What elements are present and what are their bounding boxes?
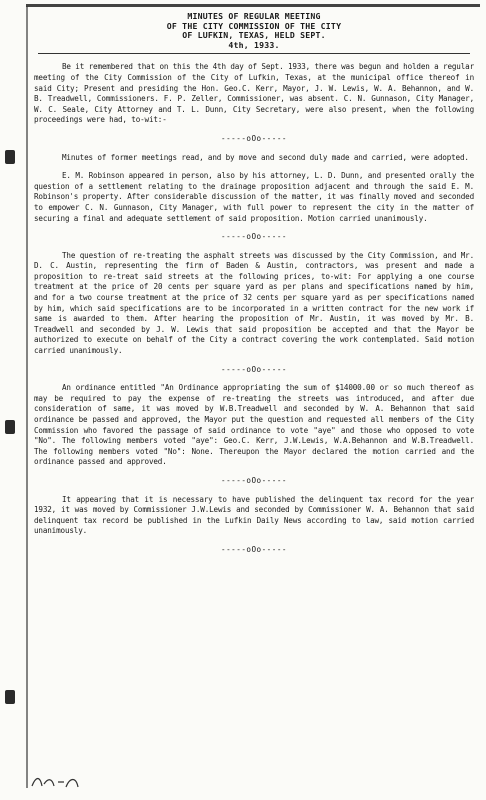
spacer: [34, 163, 474, 171]
punch-hole-mark: [5, 420, 15, 434]
top-border-line: [26, 4, 480, 7]
paragraph-delinquent-tax: It appearing that it is necessary to have published the delinquent tax record for the year 1932, it was moved by Commissioner J.W.Lewis and seconded by Commissioner W. A. Behannon that said delinquent tax record be published in the Lufkin Daily News according to law, said motion carried unanimously.: [34, 494, 474, 536]
paragraph-ordinance: An ordinance entitled "An Ordinance appropriating the sum of $14000.00 or so much thereof as may be required to pay the expense of re-treating the streets was introduced, and after due consideration of same, it was moved by W.B.Treadwell and seconded by W. A. Behannon that said ordinance be passed and approved, the Mayor put the question and requested all members of the City Commission who favored the passage of said ordinance to vote "aye" and those who opposed to vote "No". The following members voted "aye": Geo.C. Kerr, J.W.Lewis, W.A.Behannon and W.B.Treadwell. The following members voted "No": None. Thereupon the Mayor declared the motion carried and the ordinance passed and approved.: [34, 383, 474, 467]
paragraph-minutes-adopted: Minutes of former meetings read, and by move and second duly made and carried, were adopted.: [62, 152, 469, 162]
section-separator: -----oOo-----: [221, 544, 287, 554]
title-line-2: OF THE CITY COMMISSION OF THE CITY: [166, 20, 342, 31]
section-separator: -----oOo-----: [221, 364, 287, 374]
punch-hole-mark: [5, 150, 15, 164]
title-line-4: 4th, 1933.: [228, 39, 280, 50]
title-line-1: MINUTES OF REGULAR MEETING: [187, 11, 321, 21]
paragraph-opening: Be it remembered that on this the 4th day of Sept. 1933, there was begun and holden a regular meeting of the City Commission of the City of Lufkin, Texas, at the municipal office thereof in said City; Present and presiding the Hon. Geo.C. Kerr, Mayor, J. W. Lewis, W. A. Behannon, and W. B. Treadwell, Commissioners. F. P. Zeller, Commissioner, was absent. C. N. Gunnason, City Manager, W. C. Seale, City Attorney and T. L. Dunn, City Secretary, were also present, when the following proceedings were had, to-wit:-: [34, 62, 474, 125]
section-separator: -----oOo-----: [221, 232, 287, 242]
document-title: [34, 12, 474, 50]
paragraph-robinson-drainage: E. M. Robinson appeared in person, also by his attorney, L. D. Dunn, and presented orally the question of a settlement relating to the drainage proposition adjacent and through the said E. M. Robinson's property. After considerable discussion of the matter, it was finally moved and seconded to empower C. N. Gunnason, City Manager, with full power to represent the city in the matter of securing a final and adequate settlement of said proposition. Motion carried unanimously.: [34, 171, 474, 223]
left-margin-line: [26, 6, 28, 788]
punch-hole-mark: [5, 690, 15, 704]
paragraph-asphalt-streets: The question of re-treating the asphalt streets was discussed by the City Commission, and Mr. D. C. Austin, representing the firm of Baden & Austin, contractors, was present and made a proposition to re-treat said streets at the following prices, to-wit: For applying a one course treatment at the price of 20 cents per square yard as per plans and specifications named by him, and for a two course treatment at the price of 32 cents per square yard as per specifications named by him, which said specifications are to be incorporated in a written contract for the new work if same is awarded to them. After hearing the proposition of Mr. Austin, it was moved by Mr. B. Treadwell and seconded by J. W. Lewis that said proposition be accepted and that the Mayor be authorized to execute on behalf of the City a contract covering the work contemplated. Said motion carried unanimously.: [34, 250, 474, 356]
minutes-body: [34, 12, 474, 564]
title-line-3: OF LUFKIN, TEXAS, HELD SEPT.: [182, 30, 326, 41]
title-underline: [38, 53, 470, 54]
section-separator: -----oOo-----: [221, 133, 287, 143]
handwritten-initials-mark: [30, 772, 90, 792]
section-separator: -----oOo-----: [221, 475, 287, 485]
